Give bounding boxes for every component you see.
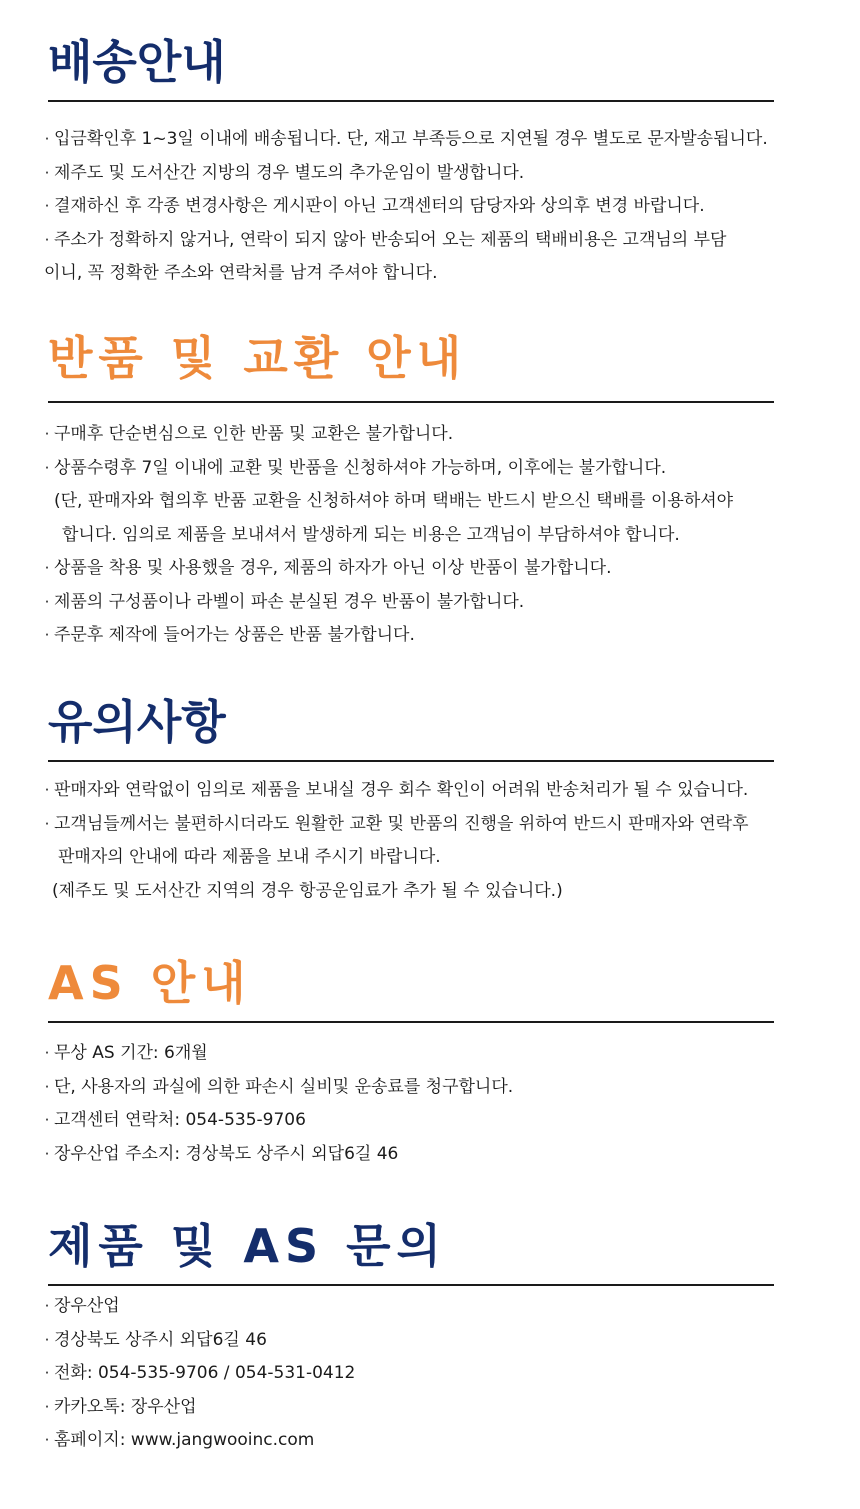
list-item: · 구매후 단순변심으로 인한 반품 및 교환은 불가합니다.	[40, 418, 840, 452]
list-item: · 고객님들께서는 불편하시더라도 원활한 교환 및 반품의 진행을 위하여 반드시 판매자와 연락후	[40, 808, 840, 842]
bullet: ·	[44, 781, 50, 799]
contact-title: 제품 및 AS 문의	[48, 1219, 447, 1273]
list-item: · 경상북도 상주시 외답6길 46	[40, 1324, 840, 1358]
bullet: ·	[44, 1077, 50, 1096]
bullet: ·	[44, 814, 50, 833]
bullet: ·	[44, 425, 50, 443]
list-item: · 제품의 구성품이나 라벨이 파손 분실된 경우 반품이 불가합니다.	[40, 586, 840, 620]
bullet: ·	[44, 559, 50, 577]
contact-list	[40, 1290, 840, 1458]
as-divider	[48, 1021, 774, 1023]
list-item: · 상품수령후 7일 이내에 교환 및 반품을 신청하셔야 가능하며, 이후에는 불가합니다.	[40, 452, 840, 486]
notice-divider	[48, 760, 774, 762]
contact-divider	[48, 1284, 774, 1286]
bullet: ·	[44, 163, 50, 182]
list-item: · 상품을 착용 및 사용했을 경우, 제품의 하자가 아닌 이상 반품이 불가합니다.	[40, 552, 840, 586]
list-item: · 카카오톡: 장우산업	[40, 1391, 840, 1425]
list-item: · 제주도 및 도서산간 지방의 경우 별도의 추가운임이 발생합니다.	[40, 157, 840, 191]
list-item-continuation: 합니다. 임의로 제품을 보내셔서 발생하게 되는 비용은 고객님이 부담하셔야 합니다.	[62, 524, 680, 545]
bullet: ·	[44, 130, 50, 148]
list-item-continuation: 이니, 꼭 정확한 주소와 연락처를 남겨 주셔야 합니다.	[44, 263, 438, 283]
bullet: ·	[44, 1144, 50, 1163]
list-item-continuation: (단, 판매자와 협의후 반품 교환을 신청하셔야 하며 택배는 반드시 받으신 택배를 이용하셔야	[54, 491, 734, 511]
bullet: ·	[44, 1364, 50, 1382]
list-item: · 주소가 정확하지 않거나, 연락이 되지 않아 반송되어 오는 제품의 택배비용은 고객님의 부담	[40, 224, 840, 258]
bullet: ·	[44, 1431, 50, 1449]
list-item-continuation: (제주도 및 도서산간 지역의 경우 항공운임료가 추가 될 수 있습니다.)	[52, 880, 563, 901]
list-item: · 결재하신 후 각종 변경사항은 게시판이 아닌 고객센터의 담당자와 상의후 변경 바랍니다.	[40, 190, 840, 224]
returns-title: 반품 및 교환 안내	[48, 331, 468, 385]
list-item: · 장우산업 주소지: 경상북도 상주시 외답6길 46	[40, 1138, 840, 1172]
bullet: ·	[44, 626, 50, 644]
notice-title: 유의사항	[48, 695, 226, 749]
list-item: · 판매자와 연락없이 임의로 제품을 보내실 경우 회수 확인이 어려워 반송처리가 될 수 있습니다.	[40, 774, 840, 808]
bullet: ·	[44, 1297, 50, 1315]
list-item-continuation: 판매자의 안내에 따라 제품을 보내 주시기 바랍니다.	[58, 847, 441, 867]
bullet: ·	[44, 1397, 50, 1416]
returns-divider	[48, 401, 774, 403]
list-item: · 입금확인후 1~3일 이내에 배송됩니다. 단, 재고 부족등으로 지연될 경우 별도로 문자발송됩니다.	[40, 123, 840, 157]
returns-list	[40, 418, 840, 653]
list-item: · 단, 사용자의 과실에 의한 파손시 실비및 운송료를 청구합니다.	[40, 1071, 840, 1105]
shipping-title: 배송안내	[48, 35, 226, 89]
bullet: ·	[44, 1330, 50, 1349]
bullet: ·	[44, 592, 50, 611]
list-item: · 무상 AS 기간: 6개월	[40, 1037, 840, 1071]
bullet: ·	[44, 230, 50, 249]
as-title: AS 안내	[48, 956, 252, 1010]
notice-list	[40, 774, 840, 908]
bullet: ·	[44, 1044, 50, 1062]
list-item: · 주문후 제작에 들어가는 상품은 반품 불가합니다.	[40, 619, 840, 653]
shipping-divider	[48, 100, 774, 102]
list-item: · 고객센터 연락처: 054-535-9706	[40, 1104, 840, 1138]
list-item: · 장우산업	[40, 1290, 840, 1324]
list-item: · 홈페이지: www.jangwooinc.com	[40, 1424, 840, 1458]
bullet: ·	[44, 197, 50, 215]
bullet: ·	[44, 1111, 50, 1129]
as-list	[40, 1037, 840, 1171]
list-item: · 전화: 054-535-9706 / 054-531-0412	[40, 1357, 840, 1391]
bullet: ·	[44, 458, 50, 477]
shipping-list	[40, 123, 840, 291]
